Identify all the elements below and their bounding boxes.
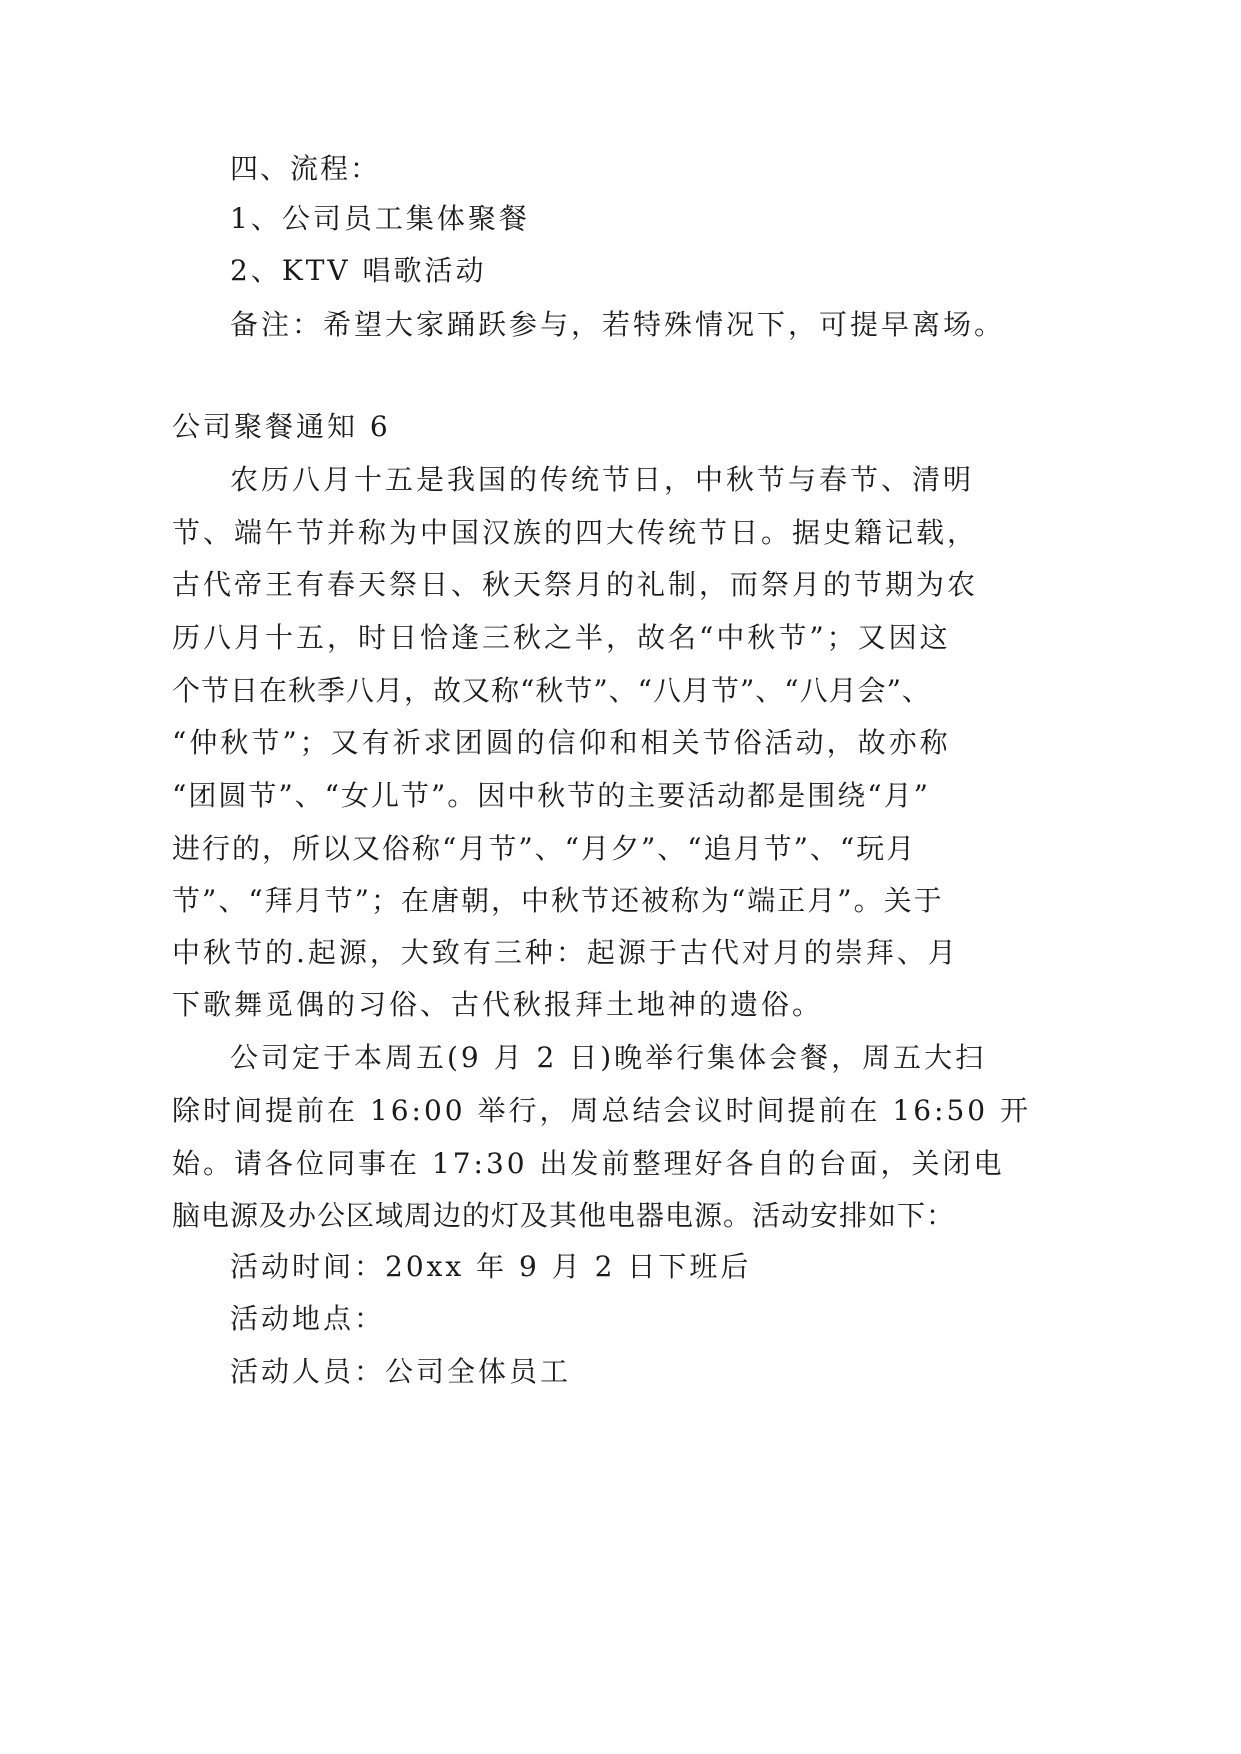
- section-title: 公司聚餐通知 6: [172, 410, 391, 443]
- paragraph-line: 历八月十五，时日恰逢三秋之半，故名“中秋节”；又因这: [172, 621, 951, 654]
- paragraph-line: 个节日在秋季八月，故又称“秋节”、“八月节”、“八月会”、: [172, 674, 931, 707]
- paragraph-line: 节”、“拜月节”；在唐朝，中秋节还被称为“端正月”。关于: [172, 884, 944, 917]
- paragraph-line: 除时间提前在 16:00 举行，周总结会议时间提前在 16:50 开: [172, 1094, 1031, 1127]
- activity-people: 活动人员：公司全体员工: [230, 1355, 572, 1388]
- paragraph-line: 节、端午节并称为中国汉族的四大传统节日。据史籍记载，: [172, 516, 979, 549]
- paragraph-line: “团圆节”、“女儿节”。因中秋节的主要活动都是围绕“月”: [172, 779, 930, 812]
- paragraph-line: 脑电源及办公区域周边的灯及其他电器电源。活动安排如下：: [172, 1199, 956, 1232]
- flow-item-2: 2、KTV 唱歌活动: [230, 254, 487, 287]
- paragraph-line: 公司定于本周五(9 月 2 日)晚举行集体会餐，周五大扫: [230, 1041, 987, 1074]
- paragraph-line: 进行的，所以又俗称“月节”、“月夕”、“追月节”、“玩月: [172, 832, 917, 865]
- activity-time: 活动时间：20xx 年 9 月 2 日下班后: [230, 1250, 752, 1283]
- paragraph-line: 古代帝王有春天祭日、秋天祭月的礼制，而祭月的节期为农: [172, 568, 979, 601]
- paragraph-line: 始。请各位同事在 17:30 出发前整理好各自的台面，关闭电: [172, 1147, 1005, 1180]
- flow-item-1: 1、公司员工集体聚餐: [230, 202, 530, 235]
- paragraph-line: 农历八月十五是我国的传统节日，中秋节与春节、清明: [230, 463, 975, 496]
- flow-remark: 备注：希望大家踊跃参与，若特殊情况下，可提早离场。: [230, 308, 1006, 341]
- paragraph-line: 下歌舞觅偶的习俗、古代秋报拜土地神的遗俗。: [172, 988, 824, 1021]
- paragraph-line: “仲秋节”；又有祈求团圆的信仰和相关节俗活动，故亦称: [172, 726, 951, 759]
- activity-location: 活动地点：: [230, 1302, 386, 1335]
- flow-heading: 四、流程：: [230, 152, 381, 185]
- paragraph-line: 中秋节的.起源，大致有三种：起源于古代对月的崇拜、月: [172, 936, 959, 969]
